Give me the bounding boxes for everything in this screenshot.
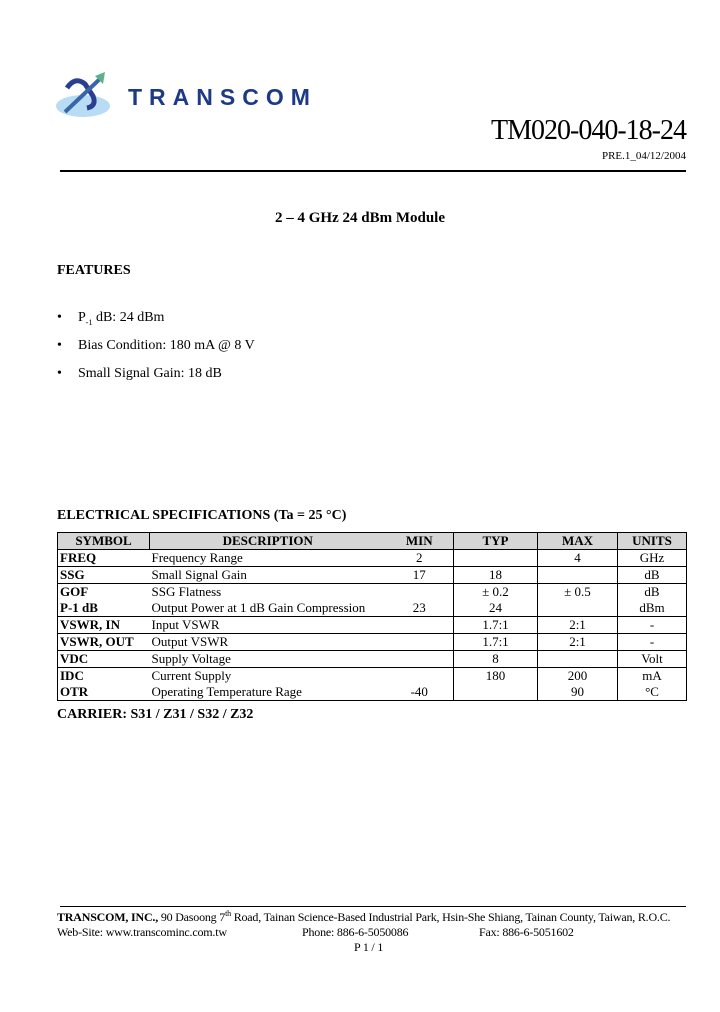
symbol-cell: VSWR, OUT	[58, 634, 150, 651]
units-cell: °C	[618, 684, 687, 701]
feature-item: • Bias Condition: 180 mA @ 8 V	[57, 338, 255, 353]
header-divider	[60, 170, 686, 172]
specs-table	[57, 532, 687, 701]
symbol-cell: P-1 dB	[58, 600, 150, 617]
min-cell: 23	[386, 600, 454, 617]
transcom-logo-icon	[55, 68, 125, 120]
column-header: UNITS	[618, 533, 687, 550]
symbol-cell: FREQ	[58, 550, 150, 567]
table-row	[58, 550, 687, 567]
min-cell: -40	[386, 684, 454, 701]
revision: PRE.1_04/12/2004	[601, 150, 686, 162]
min-cell	[386, 634, 454, 651]
min-cell	[386, 617, 454, 634]
units-cell: dBm	[618, 600, 687, 617]
max-cell: 2:1	[538, 634, 618, 651]
units-cell: -	[618, 617, 687, 634]
carrier-text: CARRIER: S31 / Z31 / S32 / Z32	[57, 707, 254, 722]
units-cell: dB	[618, 567, 687, 584]
symbol-cell: VSWR, IN	[58, 617, 150, 634]
company-logo-text: TRANSCOM	[128, 84, 317, 110]
symbol-cell: IDC	[60, 668, 84, 683]
max-cell: 90	[538, 684, 618, 701]
feature-item: • Small Signal Gain: 18 dB	[57, 366, 222, 381]
column-header: TYP	[454, 533, 538, 550]
table-row	[58, 600, 687, 617]
description-cell: SSG Flatness	[151, 584, 222, 599]
feature-item: • $P_{-1}$ dB: 24 dBm	[57, 310, 165, 327]
footer-phone: Phone: 886-6-5050086	[302, 925, 409, 939]
description-cell: Supply Voltage	[150, 651, 386, 668]
description-cell: Frequency Range	[150, 550, 386, 567]
typ-cell: 1.7:1	[454, 617, 538, 634]
units-cell: -	[618, 634, 687, 651]
max-cell: ± 0.5	[538, 584, 618, 601]
features-heading: FEATURES	[57, 263, 131, 278]
description-cell: Small Signal Gain	[150, 567, 386, 584]
footer	[57, 910, 686, 955]
typ-cell: 8	[454, 651, 538, 668]
table-row	[58, 651, 687, 668]
table-row	[58, 617, 687, 634]
description-cell: Operating Temperature Rage	[150, 684, 386, 701]
footer-contact-row	[57, 925, 686, 940]
units-cell: mA	[618, 668, 687, 685]
typ-cell	[454, 550, 538, 567]
typ-cell: 1.7:1	[454, 634, 538, 651]
max-cell: 2:1	[538, 617, 618, 634]
specs-block	[57, 532, 686, 723]
column-header: DESCRIPTION	[150, 533, 386, 550]
description-cell: Input VSWR	[150, 617, 386, 634]
table-header-row	[58, 533, 687, 550]
min-cell: 17	[386, 567, 454, 584]
column-header: MAX	[538, 533, 618, 550]
max-cell: 4	[538, 550, 618, 567]
units-cell: Volt	[618, 651, 687, 668]
typ-cell: 24	[454, 600, 538, 617]
description-cell: Current Supply	[151, 668, 232, 683]
table-row	[58, 567, 687, 584]
typ-cell	[454, 684, 538, 701]
typ-cell: 18	[454, 567, 538, 584]
symbol-cell: SSG	[58, 567, 150, 584]
symbol-cell: GOF	[60, 584, 89, 599]
typ-cell: 180	[454, 668, 538, 685]
typ-cell: ± 0.2	[454, 584, 538, 601]
document-title: 2 – 4 GHz 24 dBm Module	[274, 210, 445, 226]
description-cell: Output Power at 1 dB Gain Compression	[150, 600, 386, 617]
column-header: MIN	[386, 533, 454, 550]
max-cell	[538, 600, 618, 617]
min-cell: 2	[386, 550, 454, 567]
symbol-cell: VDC	[58, 651, 150, 668]
table-row	[58, 634, 687, 651]
max-cell	[538, 651, 618, 668]
min-cell	[386, 668, 454, 685]
footer-fax: Fax: 886-6-5051602	[479, 925, 574, 939]
table-row	[58, 584, 687, 601]
footer-website: Web-Site: www.transcominc.com.tw	[57, 925, 227, 939]
max-cell: 200	[538, 668, 618, 685]
specs-heading: ELECTRICAL SPECIFICATIONS (Ta = 25 °C)	[57, 508, 347, 523]
footer-divider	[60, 906, 686, 907]
min-cell	[386, 651, 454, 668]
table-row	[58, 684, 687, 701]
description-cell: Output VSWR	[150, 634, 386, 651]
min-cell	[386, 584, 454, 601]
max-cell	[538, 567, 618, 584]
units-cell: GHz	[618, 550, 687, 567]
footer-address: TRANSCOM, INC., 90 Dasoong 7th Road, Tainan Science-Based Industrial Park, Hsin-She Shiang, Tainan County, Taiwan, R.O.C.	[57, 909, 671, 924]
part-number: TM020-040-18-24	[491, 115, 686, 146]
table-row	[58, 668, 687, 685]
units-cell: dB	[618, 584, 687, 601]
column-header: SYMBOL	[58, 533, 150, 550]
page-number: P 1 / 1	[354, 940, 384, 954]
symbol-cell: OTR	[58, 684, 150, 701]
